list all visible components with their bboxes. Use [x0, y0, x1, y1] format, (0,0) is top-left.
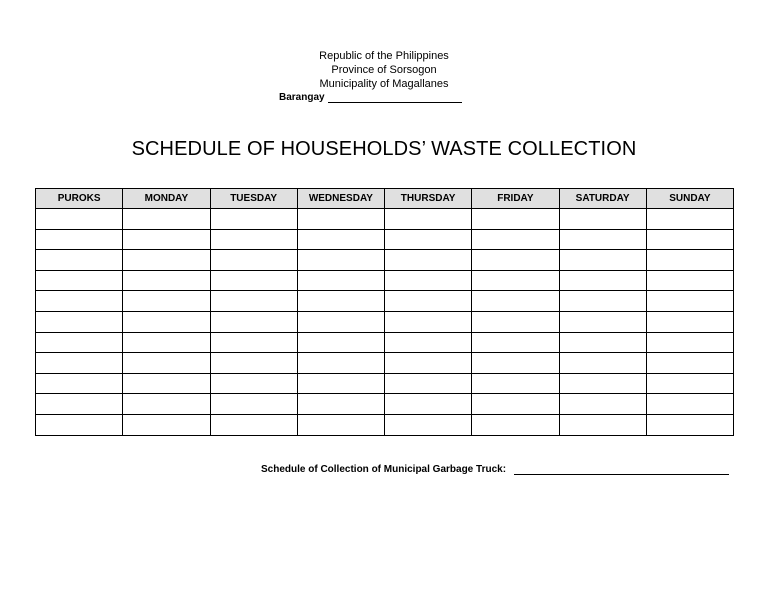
table-cell[interactable] — [36, 311, 123, 332]
table-cell[interactable] — [210, 373, 297, 394]
table-cell[interactable] — [36, 250, 123, 271]
table-row — [36, 270, 734, 291]
table-cell[interactable] — [36, 229, 123, 250]
table-cell[interactable] — [123, 291, 210, 312]
table-cell[interactable] — [123, 250, 210, 271]
table-cell[interactable] — [210, 394, 297, 415]
table-cell[interactable] — [297, 373, 384, 394]
table-cell[interactable] — [297, 353, 384, 374]
table-cell[interactable] — [123, 209, 210, 230]
table-cell[interactable] — [36, 332, 123, 353]
table-cell[interactable] — [472, 353, 559, 374]
barangay-field — [279, 92, 462, 103]
table-cell[interactable] — [385, 353, 472, 374]
table-header-row — [36, 189, 734, 209]
table-cell[interactable] — [646, 250, 733, 271]
column-header-tuesday: TUESDAY — [210, 189, 297, 209]
column-header-friday: FRIDAY — [472, 189, 559, 209]
barangay-blank-line[interactable] — [328, 92, 462, 103]
table-cell[interactable] — [385, 209, 472, 230]
table-cell[interactable] — [385, 311, 472, 332]
table-cell[interactable] — [559, 209, 646, 230]
table-cell[interactable] — [385, 250, 472, 271]
table-cell[interactable] — [210, 270, 297, 291]
table-cell[interactable] — [472, 311, 559, 332]
table-cell[interactable] — [36, 291, 123, 312]
table-cell[interactable] — [297, 394, 384, 415]
table-cell[interactable] — [559, 250, 646, 271]
table-cell[interactable] — [646, 229, 733, 250]
table-cell[interactable] — [123, 229, 210, 250]
table-cell[interactable] — [646, 270, 733, 291]
table-cell[interactable] — [385, 394, 472, 415]
table-cell[interactable] — [36, 414, 123, 435]
table-cell[interactable] — [297, 229, 384, 250]
garbage-truck-schedule-field — [261, 464, 729, 475]
table-cell[interactable] — [472, 270, 559, 291]
table-cell[interactable] — [559, 414, 646, 435]
table-cell[interactable] — [646, 291, 733, 312]
table-row — [36, 291, 734, 312]
table-cell[interactable] — [646, 414, 733, 435]
table-row — [36, 209, 734, 230]
table-cell[interactable] — [385, 414, 472, 435]
table-row — [36, 394, 734, 415]
column-header-saturday: SATURDAY — [559, 189, 646, 209]
table-cell[interactable] — [559, 270, 646, 291]
table-cell[interactable] — [646, 373, 733, 394]
document-header — [0, 49, 768, 91]
table-cell[interactable] — [36, 373, 123, 394]
table-cell[interactable] — [559, 353, 646, 374]
table-cell[interactable] — [472, 250, 559, 271]
table-row — [36, 311, 734, 332]
table-cell[interactable] — [297, 270, 384, 291]
table-cell[interactable] — [123, 414, 210, 435]
column-header-puroks: PUROKS — [36, 189, 123, 209]
table-cell[interactable] — [385, 229, 472, 250]
table-cell[interactable] — [472, 229, 559, 250]
table-cell[interactable] — [210, 291, 297, 312]
table-cell[interactable] — [297, 209, 384, 230]
column-header-wednesday: WEDNESDAY — [297, 189, 384, 209]
table-cell[interactable] — [472, 332, 559, 353]
table-cell[interactable] — [36, 209, 123, 230]
table-cell[interactable] — [559, 291, 646, 312]
table-cell[interactable] — [646, 209, 733, 230]
table-cell[interactable] — [123, 311, 210, 332]
document-title: SCHEDULE OF HOUSEHOLDS’ WASTE COLLECTION — [131, 138, 637, 160]
table-cell[interactable] — [559, 373, 646, 394]
table-cell[interactable] — [210, 250, 297, 271]
column-header-thursday: THURSDAY — [385, 189, 472, 209]
header-municipality: Municipality of Magallanes — [319, 78, 449, 90]
table-cell[interactable] — [36, 353, 123, 374]
table-cell[interactable] — [36, 394, 123, 415]
table-cell[interactable] — [123, 353, 210, 374]
table-cell[interactable] — [559, 332, 646, 353]
table-row — [36, 332, 734, 353]
table-row — [36, 250, 734, 271]
table-cell[interactable] — [472, 414, 559, 435]
table-cell[interactable] — [210, 209, 297, 230]
table-row — [36, 414, 734, 435]
schedule-table-body — [36, 209, 734, 436]
table-cell[interactable] — [472, 373, 559, 394]
table-cell[interactable] — [559, 229, 646, 250]
header-country: Republic of the Philippines — [319, 50, 449, 62]
table-cell[interactable] — [385, 373, 472, 394]
table-cell[interactable] — [385, 270, 472, 291]
table-row — [36, 373, 734, 394]
table-cell[interactable] — [559, 311, 646, 332]
table-row — [36, 353, 734, 374]
table-cell[interactable] — [210, 414, 297, 435]
table-cell[interactable] — [123, 394, 210, 415]
schedule-table — [35, 188, 734, 436]
column-header-sunday: SUNDAY — [646, 189, 733, 209]
table-cell[interactable] — [385, 291, 472, 312]
table-cell[interactable] — [297, 291, 384, 312]
table-cell[interactable] — [646, 332, 733, 353]
table-cell[interactable] — [646, 353, 733, 374]
header-province: Province of Sorsogon — [331, 64, 437, 76]
table-cell[interactable] — [297, 414, 384, 435]
table-cell[interactable] — [123, 332, 210, 353]
table-cell[interactable] — [297, 311, 384, 332]
table-cell[interactable] — [472, 209, 559, 230]
table-cell[interactable] — [123, 270, 210, 291]
table-cell[interactable] — [385, 332, 472, 353]
table-cell[interactable] — [559, 394, 646, 415]
table-cell[interactable] — [210, 311, 297, 332]
table-row — [36, 229, 734, 250]
table-cell[interactable] — [210, 229, 297, 250]
barangay-label: Barangay — [279, 92, 325, 103]
table-cell[interactable] — [297, 332, 384, 353]
table-cell[interactable] — [297, 250, 384, 271]
table-cell[interactable] — [36, 270, 123, 291]
table-cell[interactable] — [210, 332, 297, 353]
garbage-truck-schedule-label: Schedule of Collection of Municipal Garbage Truck: — [261, 464, 507, 475]
table-cell[interactable] — [646, 394, 733, 415]
table-cell[interactable] — [472, 291, 559, 312]
garbage-truck-schedule-blank-line[interactable] — [514, 464, 729, 475]
column-header-monday: MONDAY — [123, 189, 210, 209]
table-cell[interactable] — [472, 394, 559, 415]
table-cell[interactable] — [123, 373, 210, 394]
table-cell[interactable] — [210, 353, 297, 374]
table-cell[interactable] — [646, 311, 733, 332]
